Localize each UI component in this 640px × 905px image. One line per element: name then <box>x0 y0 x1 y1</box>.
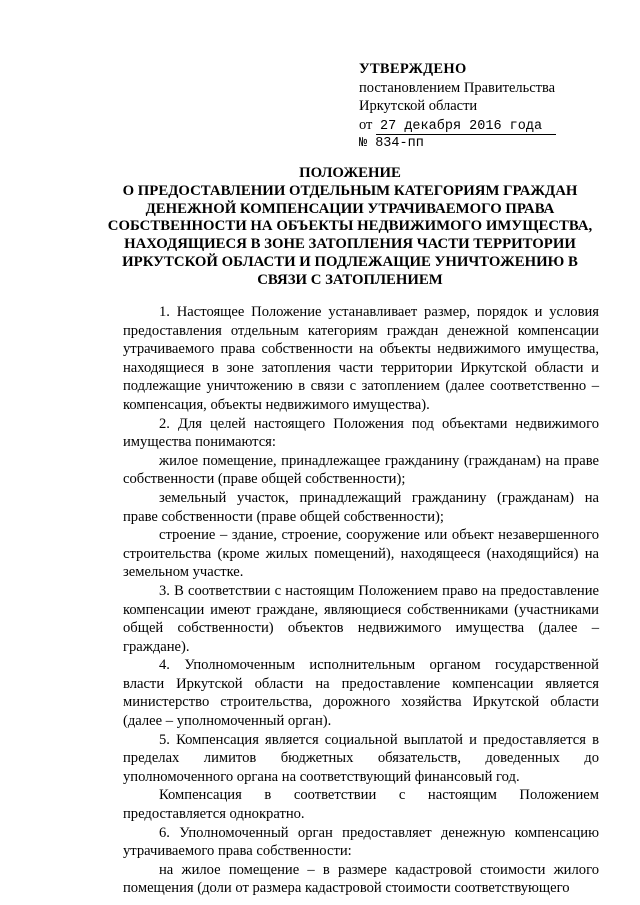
approval-stamp <box>359 60 629 153</box>
paragraph: 3. В соответствии с настоящим Положением право на предоставление компенсации имеют граждане, являющиеся собственниками (участниками общей собственности) объектов недвижимого имущества (далее – граждане). <box>123 582 599 655</box>
approval-date-prefix: от <box>359 116 373 133</box>
approval-date-value: 27 декабря 2016 года <box>376 119 556 135</box>
paragraph: 2. Для целей настоящего Положения под объектами недвижимого имущества понимаются: <box>123 415 599 451</box>
paragraph: строение – здание, строение, сооружение или объект незавершенного строительства (кроме жилых помещений), находящееся (находящийся) на земельном участке. <box>123 527 599 581</box>
approval-date-line <box>359 116 629 135</box>
paragraph: 1. Настоящее Положение устанавливает размер, порядок и условия предоставления отдельным категориям граждан денежной компенсации утрачиваемого права собственности на объекты недвижимого имущества, находящиеся в зоне затопления части территории Иркутской области и подлежащие уничтожению в связи с затоплением (далее соответственно – компенсация, объекты недвижимого имущества). <box>123 304 599 413</box>
approval-line-1: постановлением Правительства <box>359 79 556 96</box>
paragraph: 6. Уполномоченный орган предоставляет денежную компенсацию утрачиваемого права собственности: <box>123 824 599 860</box>
title-line: СВЯЗИ С ЗАТОПЛЕНИЕМ <box>257 271 443 288</box>
title-line: ПОЛОЖЕНИЕ <box>299 165 401 181</box>
approval-heading: УТВЕРЖДЕНО <box>359 61 467 77</box>
paragraph: 5. Компенсация является социальной выплатой и предоставляется в пределах лимитов бюджетных обязательств, доведенных до уполномоченного органа на соответствующий финансовый год. <box>123 731 599 785</box>
title-line: СОБСТВЕННОСТИ НА ОБЪЕКТЫ НЕДВИЖИМОГО ИМУЩЕСТВА, <box>107 218 593 235</box>
approval-line-2: Иркутской области <box>359 98 478 114</box>
title-line: ИРКУТСКОЙ ОБЛАСТИ И ПОДЛЕЖАЩИЕ УНИЧТОЖЕНИЮ В <box>122 253 578 270</box>
document-title <box>100 165 600 290</box>
paragraph: жилое помещение, принадлежащее гражданину (гражданам) на праве собственности (праве общей собственности); <box>123 452 599 488</box>
paragraph: 4. Уполномоченным исполнительным органом государственной власти Иркутской области на предоставление компенсации является министерство строительства, дорожного хозяйства Иркутской области (далее – уполномоченный орган). <box>123 657 599 730</box>
paragraph: земельный участок, принадлежащий гражданину (гражданам) на праве собственности (праве общей собственности); <box>123 489 599 525</box>
title-line: ДЕНЕЖНОЙ КОМПЕНСАЦИИ УТРАЧИВАЕМОГО ПРАВА <box>145 200 555 217</box>
paragraph: Компенсация в соответствии с настоящим Положением предоставляется однократно. <box>123 787 599 823</box>
paragraph: на жилое помещение – в размере кадастровой стоимости жилого помещения (доли от размера кадастровой стоимости соответствующего <box>123 861 599 897</box>
title-line: НАХОДЯЩИЕСЯ В ЗОНЕ ЗАТОПЛЕНИЯ ЧАСТИ ТЕРРИТОРИИ <box>124 236 576 253</box>
document-body <box>123 303 599 898</box>
title-line: О ПРЕДОСТАВЛЕНИИ ОТДЕЛЬНЫМ КАТЕГОРИЯМ ГРАЖДАН <box>122 182 578 199</box>
approval-number: № 834-пп <box>359 135 424 151</box>
